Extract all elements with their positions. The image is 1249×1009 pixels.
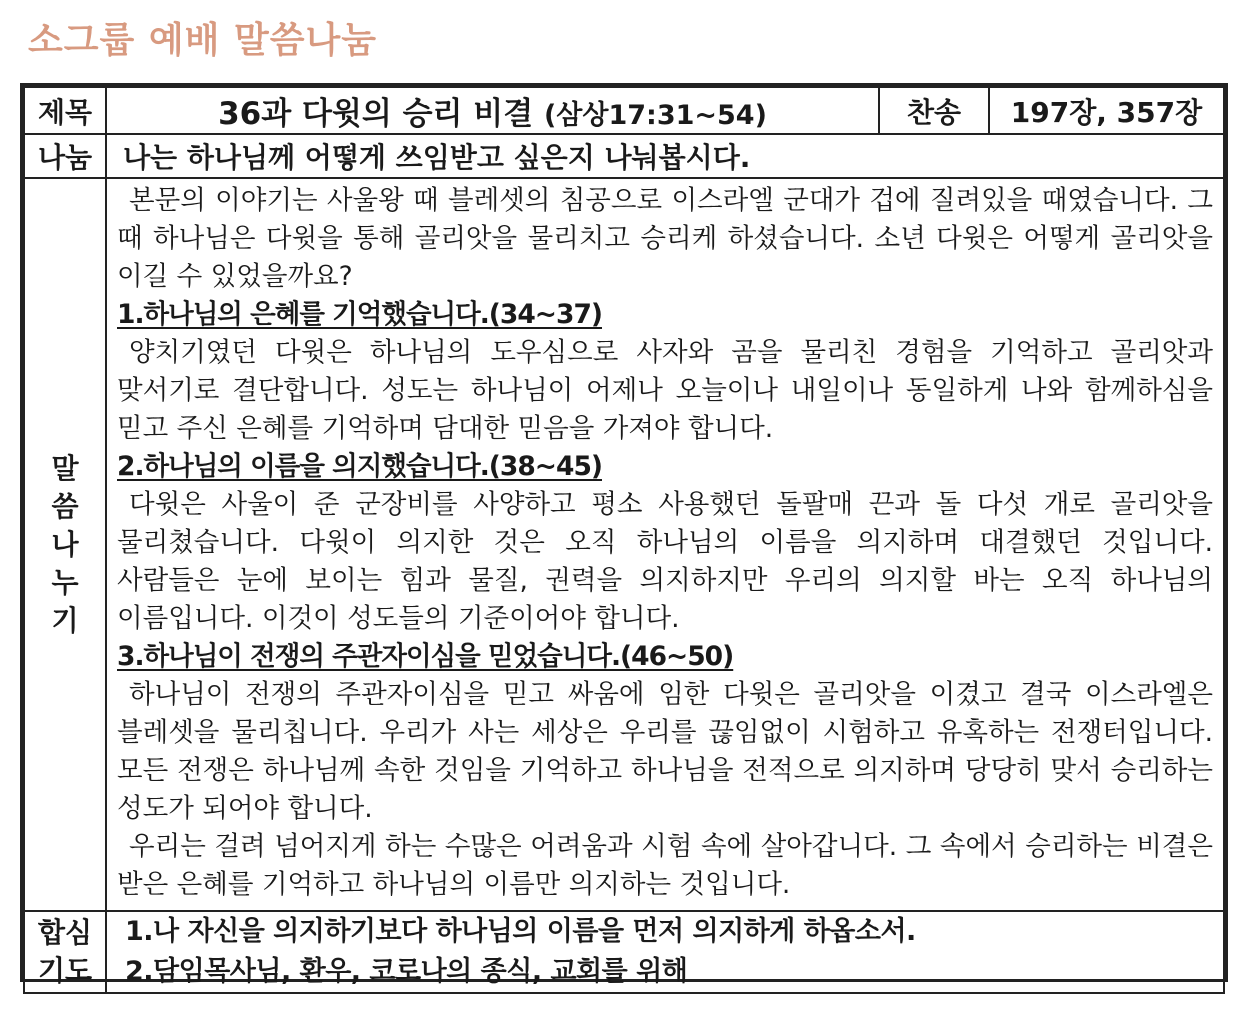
share-question: 나는 하나님께 어떻게 쓰임받고 싶은지 나눠봅시다.: [106, 134, 1224, 178]
point-2-heading: 2.하나님의 이름을 의지했습니다.(38~45): [117, 451, 602, 482]
sermon-table: [23, 86, 1225, 994]
hymn-label: 찬송: [879, 87, 989, 134]
sermon-intro: 본문의 이야기는 사울왕 때 블레셋의 침공으로 이스라엘 군대가 겁에 질려있을 때였습니다. 그 때 하나님은 다윗을 통해 골리앗을 물리치고 승리케 하셨습니다. 소년 다윗은 어떻게 골리앗을 이길 수 있었을까요?: [117, 185, 1213, 292]
hymn-numbers: 197장, 357장: [989, 87, 1224, 134]
sermon-label-char: 누: [51, 565, 79, 599]
point-3-heading: 3.하나님이 전쟁의 주관자이심을 믿었습니다.(46~50): [117, 641, 734, 672]
lesson-scripture-reference: (삼상17:31~54): [543, 100, 767, 131]
share-label: 나눔: [24, 134, 106, 178]
lesson-title-text: 36과 다윗의 승리 비결: [218, 96, 534, 132]
prayer-item: 2.담임목사님, 환우, 코로나의 종식, 교회를 위해: [125, 956, 688, 987]
sermon-label-char: 나: [51, 527, 79, 561]
page-heading: 소그룹 예배 말씀나눔: [28, 20, 378, 61]
sermon-label-char: 말: [51, 451, 79, 485]
prayer-row: [24, 911, 1224, 993]
prayer-label-line: 기도: [37, 954, 93, 987]
point-1-heading: 1.하나님의 은혜를 기억했습니다.(34~37): [117, 299, 602, 330]
prayer-item: 1.나 자신을 의지하기보다 하나님의 이름을 먼저 의지하게 하옵소서.: [125, 916, 916, 947]
lesson-title: [106, 87, 879, 134]
point-1-body: 양치기였던 다윗은 하나님의 도우심으로 사자와 곰을 물리친 경험을 기억하고 골리앗과 맞서기로 결단합니다. 성도는 하나님이 어제나 오늘이나 내일이나 동일하게 나와 함께하심을 믿고 주신 은혜를 기억하며 담대한 믿음을 가져야 합니다.: [117, 337, 1213, 444]
prayer-label-line: 합심: [37, 916, 93, 949]
prayer-items: [106, 911, 1224, 993]
share-row: [24, 134, 1224, 178]
sermon-row: [24, 178, 1224, 911]
title-row: [24, 87, 1224, 134]
sermon-label: [24, 178, 106, 911]
sermon-body: [106, 178, 1224, 911]
sermon-label-char: 씀: [51, 489, 79, 523]
point-3-body: 하나님이 전쟁의 주관자이심을 믿고 싸움에 임한 다윗은 골리앗을 이겼고 결국 이스라엘은 블레셋을 물리칩니다. 우리가 사는 세상은 우리를 끊임없이 시험하고 유혹하는 전쟁터입니다. 모든 전쟁은 하나님께 속한 것임을 기억하고 하나님을 전적으로 의지하며 당당히 맞서 승리하는 성도가 되어야 합니다.: [117, 679, 1213, 824]
sermon-sheet: [20, 83, 1228, 987]
title-label: 제목: [24, 87, 106, 134]
sermon-label-char: 기: [51, 603, 79, 637]
point-2-body: 다윗은 사울이 준 군장비를 사양하고 평소 사용했던 돌팔매 끈과 돌 다섯 개로 골리앗을 물리쳤습니다. 다윗이 의지한 것은 오직 하나님의 이름을 의지하며 대결했던 것입니다. 사람들은 눈에 보이는 힘과 물질, 권력을 의지하지만 우리의 의지할 바는 오직 하나님의 이름입니다. 이것이 성도들의 기준이어야 합니다.: [117, 489, 1213, 634]
prayer-label: [24, 911, 106, 993]
sermon-conclusion: 우리는 걸려 넘어지게 하는 수많은 어려움과 시험 속에 살아갑니다. 그 속에서 승리하는 비결은 받은 은혜를 기억하고 하나님의 이름만 의지하는 것입니다.: [117, 831, 1213, 900]
